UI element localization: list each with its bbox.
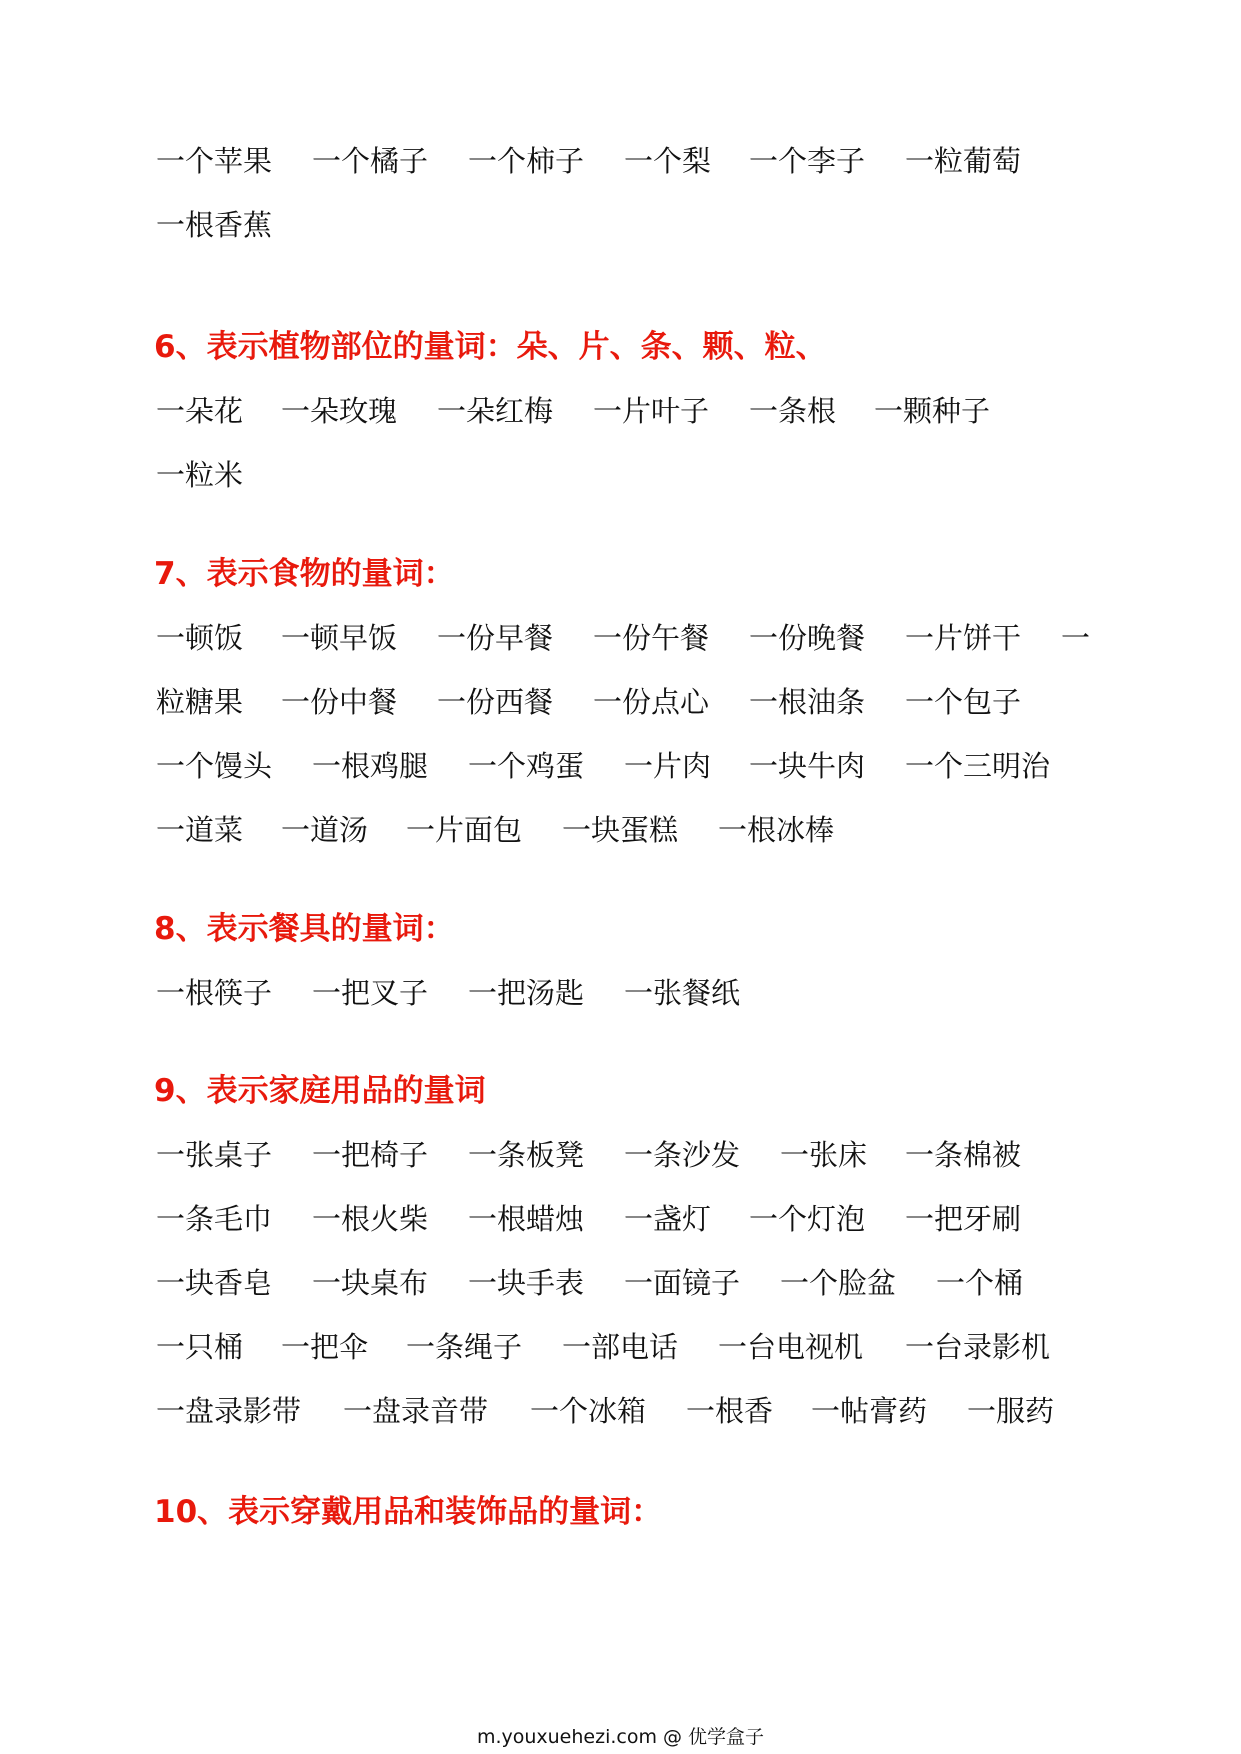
measure-word-item: 一把椅子 <box>312 1138 429 1172</box>
measure-word-item: 一片叶子 <box>593 394 710 428</box>
word-line <box>156 1130 1116 1180</box>
measure-word-item: 一把汤匙 <box>468 976 585 1010</box>
measure-word-item: 一块香皂 <box>156 1266 273 1300</box>
measure-word-item: 一帖膏药 <box>811 1394 928 1428</box>
measure-word-item: 一根香 <box>686 1394 774 1428</box>
measure-word-item: 一朵红梅 <box>437 394 554 428</box>
section-heading: 7、表示食物的量词： <box>154 556 455 592</box>
measure-word-item: 一根火柴 <box>312 1202 429 1236</box>
measure-word-item: 一个鸡蛋 <box>468 749 585 783</box>
measure-word-item: 一个馒头 <box>156 749 273 783</box>
measure-word-item: 一台电视机 <box>718 1330 864 1364</box>
word-line <box>156 386 1116 436</box>
measure-word-item: 一根香蕉 <box>156 208 273 242</box>
measure-word-item: 一块牛肉 <box>749 749 866 783</box>
word-line <box>156 677 1116 727</box>
measure-word-item: 一条根 <box>749 394 837 428</box>
word-line <box>156 805 1116 855</box>
measure-word-item: 一片饼干 <box>905 621 1022 655</box>
word-line <box>156 1258 1116 1308</box>
measure-word-item: 一块手表 <box>468 1266 585 1300</box>
measure-word-item: 一服药 <box>967 1394 1055 1428</box>
measure-word-item: 粒糖果 <box>156 685 244 719</box>
footer-watermark: m.youxuehezi.com @ 优学盒子 <box>476 1726 765 1748</box>
measure-word-item: 一顿早饭 <box>281 621 398 655</box>
word-line <box>156 1194 1116 1244</box>
measure-word-item: 一份西餐 <box>437 685 554 719</box>
measure-word-item: 一根油条 <box>749 685 866 719</box>
measure-word-item: 一 <box>1061 621 1091 655</box>
measure-word-item: 一个李子 <box>749 144 866 178</box>
measure-word-item: 一根筷子 <box>156 976 273 1010</box>
measure-word-item: 一朵玫瑰 <box>281 394 398 428</box>
measure-word-item: 一条板凳 <box>468 1138 585 1172</box>
measure-word-item: 一根鸡腿 <box>312 749 429 783</box>
measure-word-item: 一个梨 <box>624 144 712 178</box>
measure-word-item: 一部电话 <box>562 1330 679 1364</box>
measure-word-item: 一个冰箱 <box>530 1394 647 1428</box>
word-line <box>156 1386 1116 1436</box>
measure-word-item: 一块桌布 <box>312 1266 429 1300</box>
measure-word-item: 一条沙发 <box>624 1138 741 1172</box>
section-heading: 6、表示植物部位的量词：朵、片、条、颗、粒、 <box>154 329 827 365</box>
measure-word-item: 一粒米 <box>156 458 244 492</box>
measure-word-item: 一份中餐 <box>281 685 398 719</box>
word-line <box>156 136 1116 186</box>
measure-word-item: 一台录影机 <box>905 1330 1051 1364</box>
measure-word-item: 一盘录音带 <box>343 1394 489 1428</box>
measure-word-item: 一个灯泡 <box>749 1202 866 1236</box>
measure-word-item: 一把牙刷 <box>905 1202 1022 1236</box>
measure-word-item: 一粒葡萄 <box>905 144 1022 178</box>
word-line <box>156 613 1116 663</box>
measure-word-item: 一把伞 <box>281 1330 369 1364</box>
measure-word-item: 一条绳子 <box>406 1330 523 1364</box>
measure-word-item: 一顿饭 <box>156 621 244 655</box>
measure-word-item: 一道菜 <box>156 813 244 847</box>
measure-word-item: 一片面包 <box>406 813 523 847</box>
measure-word-item: 一朵花 <box>156 394 244 428</box>
measure-word-item: 一个柿子 <box>468 144 585 178</box>
measure-word-item: 一只桶 <box>156 1330 244 1364</box>
measure-word-item: 一根蜡烛 <box>468 1202 585 1236</box>
measure-word-item: 一份早餐 <box>437 621 554 655</box>
measure-word-item: 一个脸盆 <box>780 1266 897 1300</box>
measure-word-item: 一片肉 <box>624 749 712 783</box>
measure-word-item: 一个橘子 <box>312 144 429 178</box>
measure-word-item: 一块蛋糕 <box>562 813 679 847</box>
section-heading: 9、表示家庭用品的量词 <box>154 1073 486 1109</box>
measure-word-item: 一颗种子 <box>874 394 991 428</box>
measure-word-item: 一把叉子 <box>312 976 429 1010</box>
section-heading: 8、表示餐具的量词： <box>154 911 455 947</box>
word-line <box>156 1322 1116 1372</box>
measure-word-item: 一条棉被 <box>905 1138 1022 1172</box>
section-heading: 10、表示穿戴用品和装饰品的量词： <box>154 1494 663 1530</box>
word-line <box>156 450 1116 500</box>
measure-word-item: 一张床 <box>780 1138 868 1172</box>
measure-word-item: 一盘录影带 <box>156 1394 302 1428</box>
word-line <box>156 200 1116 250</box>
measure-word-item: 一份晚餐 <box>749 621 866 655</box>
measure-word-item: 一面镜子 <box>624 1266 741 1300</box>
measure-word-item: 一根冰棒 <box>718 813 835 847</box>
measure-word-item: 一盏灯 <box>624 1202 712 1236</box>
measure-word-item: 一个包子 <box>905 685 1022 719</box>
word-line <box>156 968 1116 1018</box>
measure-word-item: 一个桶 <box>936 1266 1024 1300</box>
measure-word-item: 一道汤 <box>281 813 369 847</box>
measure-word-item: 一张桌子 <box>156 1138 273 1172</box>
measure-word-item: 一份午餐 <box>593 621 710 655</box>
measure-word-item: 一份点心 <box>593 685 710 719</box>
word-line <box>156 741 1116 791</box>
measure-word-item: 一个三明治 <box>905 749 1051 783</box>
measure-word-item: 一条毛巾 <box>156 1202 273 1236</box>
measure-word-item: 一个苹果 <box>156 144 273 178</box>
measure-word-item: 一张餐纸 <box>624 976 741 1010</box>
